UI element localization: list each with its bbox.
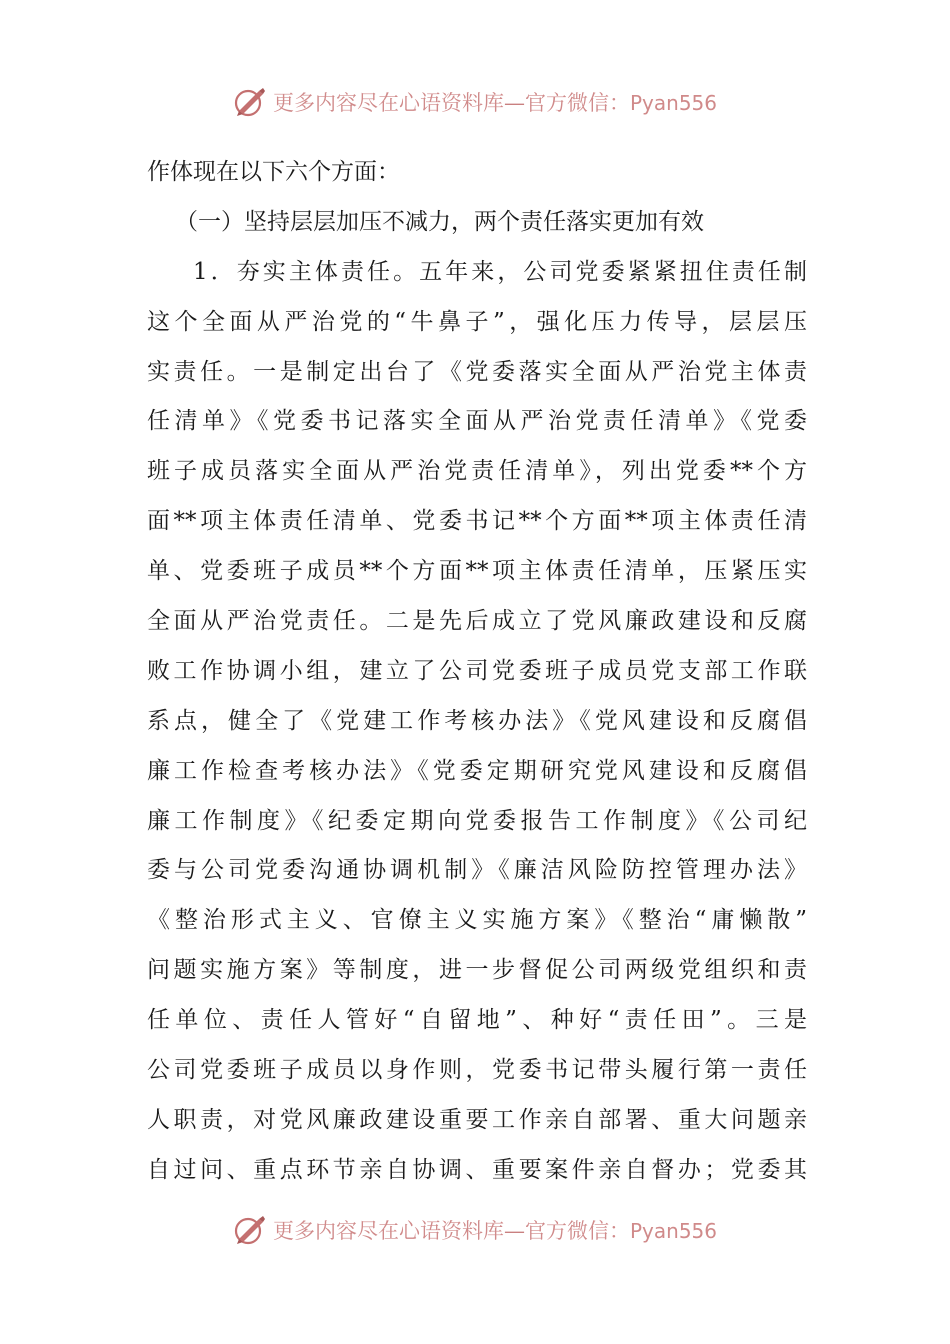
watermark-text	[273, 1215, 717, 1245]
paragraph-line: 廉工作制度》《纪委定期向党委报告工作制度》《公司纪	[147, 807, 807, 834]
section-heading: （一）坚持层层加压不减力，两个责任落实更加有效	[175, 208, 704, 235]
watermark-site-name: 更多内容尽在心语资料库	[272, 91, 504, 115]
watermark-wechat-label: 官方微信：	[524, 91, 630, 115]
pen-logo-icon	[233, 1213, 267, 1247]
watermark-wechat-id: Pyan556	[629, 91, 717, 115]
paragraph-line: 委与公司党委沟通协调机制》《廉洁风险防控管理办法》	[147, 857, 807, 884]
paragraph-line: 任单位、责任人管好“自留地”、种好“责任田”。三是	[147, 1007, 807, 1034]
watermark-wechat-id: Pyan556	[629, 1219, 717, 1243]
paragraph-line: 败工作协调小组，建立了公司党委班子成员党支部工作联	[147, 657, 807, 684]
paragraph-continuation-line: 作体现在以下六个方面：	[147, 159, 400, 185]
footer-watermark	[0, 1210, 950, 1250]
watermark-site-name: 更多内容尽在心语资料库	[272, 1219, 504, 1243]
paragraph-line: 人职责，对党风廉政建设重要工作亲自部署、重大问题亲	[147, 1106, 807, 1133]
watermark-separator: —	[503, 91, 525, 115]
paragraph-line: 面**项主体责任清单、党委书记**个方面**项主体责任清	[147, 508, 807, 535]
paragraph-line: 系点，健全了《党建工作考核办法》《党风建设和反腐倡	[147, 707, 807, 734]
paragraph-line: 任清单》《党委书记落实全面从严治党责任清单》《党委	[147, 408, 807, 435]
paragraph-line: 1．夯实主体责任。五年来，公司党委紧紧扭住责任制	[193, 258, 807, 285]
paragraph-line: 实责任。一是制定出台了《党委落实全面从严治党主体责	[147, 358, 807, 385]
document-body	[147, 148, 807, 1196]
paragraph-line: 公司党委班子成员以身作则，党委书记带头履行第一责任	[147, 1057, 807, 1084]
paragraph-line: 《整治形式主义、官僚主义实施方案》《整治“庸懒散”	[147, 907, 807, 934]
paragraph-line: 廉工作检查考核办法》《党委定期研究党风建设和反腐倡	[147, 757, 807, 784]
watermark-wechat-label: 官方微信：	[524, 1219, 630, 1243]
watermark-text	[273, 87, 717, 117]
pen-logo-icon	[233, 85, 267, 119]
header-watermark	[0, 82, 950, 122]
paragraph-line: 单、党委班子成员**个方面**项主体责任清单，压紧压实	[147, 558, 807, 585]
paragraph-line: 问题实施方案》等制度，进一步督促公司两级党组织和责	[147, 957, 807, 984]
paragraph-line: 全面从严治党责任。二是先后成立了党风廉政建设和反腐	[147, 608, 807, 635]
paragraph-line: 班子成员落实全面从严治党责任清单》，列出党委**个方	[147, 458, 807, 485]
paragraph-line: 这个全面从严治党的“牛鼻子”，强化压力传导，层层压	[147, 308, 807, 335]
watermark-separator: —	[503, 1219, 525, 1243]
paragraph-line: 自过问、重点环节亲自协调、重要案件亲自督办；党委其	[147, 1156, 807, 1183]
